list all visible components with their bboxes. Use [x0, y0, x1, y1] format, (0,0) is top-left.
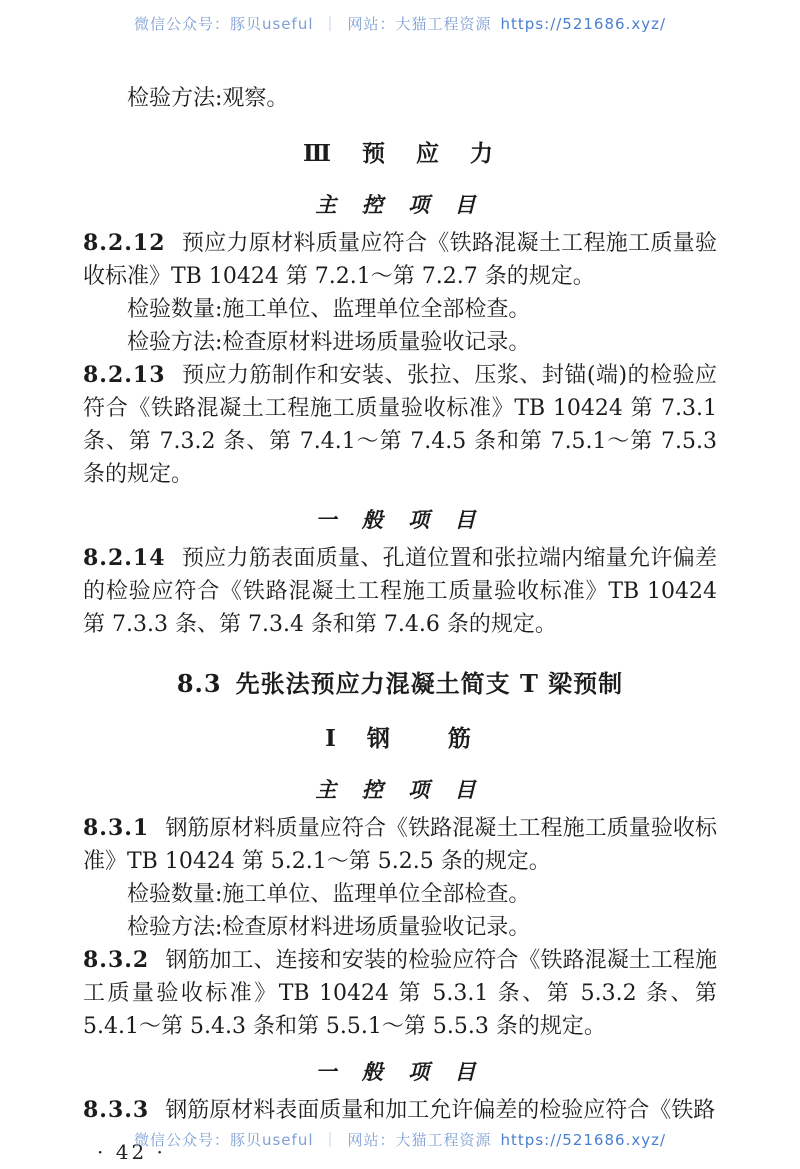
subheading-dominant-items: 主 控 项 目: [315, 777, 485, 802]
heading-rebar: Ⅰ 钢 筋: [325, 725, 475, 752]
clause-text: 预应力筋表面质量、孔道位置和张拉端内缩量允许偏差的检验应符合《铁路混凝土工程施工质量验收标准》TB 10424 第 7.3.3 条、第 7.3.4 条和第 7.4.6 条的规定。: [83, 546, 717, 637]
heading-prestress: Ⅲ 预 应 力: [302, 140, 497, 167]
clause-8-2-14: [83, 542, 717, 641]
clause-text: 预应力筋制作和安装、张拉、压浆、封锚(端)的检验应符合《铁路混凝土工程施工质量验收标准》TB 10424 第 7.3.1 条、第 7.3.2 条、第 7.4.1～第 7.4.5 条和第 7.5.1～第 7.5.3 条的规定。: [83, 363, 717, 487]
clause-8-3-2: [83, 944, 717, 1043]
paragraph-inspection-quantity: 检验数量:施工单位、监理单位全部检查。: [127, 297, 531, 322]
clause-text: 预应力原材料质量应符合《铁路混凝土工程施工质量验收标准》TB 10424 第 7.2.1～第 7.2.7 条的规定。: [83, 231, 717, 289]
clause-number: 8.3.3: [83, 1097, 150, 1123]
clause-text: 钢筋加工、连接和安装的检验应符合《铁路混凝土工程施工质量验收标准》TB 10424 第 5.3.1 条、第 5.3.2 条、第 5.4.1～第 5.4.3 条和第 5.5.1～第 5.5.3 条的规定。: [83, 948, 717, 1039]
website-label: 网站：大猫工程资源: [347, 15, 492, 33]
section-number: 8.3: [176, 669, 222, 698]
website-url: https://521686.xyz/: [500, 1131, 667, 1149]
clause-8-3-3: [83, 1094, 717, 1127]
clause-number: 8.2.12: [83, 230, 166, 256]
subheading-general-items: 一 般 项 目: [315, 507, 485, 532]
paragraph-inspection-method: 检验方法:观察。: [127, 86, 289, 111]
section-title: 先张法预应力混凝土简支 T 梁预制: [235, 669, 624, 698]
page-number: · 42 ·: [97, 1140, 166, 1164]
watermark-separator: ｜: [322, 15, 339, 33]
clause-8-2-12: [83, 227, 717, 293]
section-heading-8-3: [83, 667, 717, 700]
clause-number: 8.2.13: [83, 362, 166, 388]
clause-number: 8.2.14: [83, 545, 166, 571]
clause-8-3-1: [83, 812, 717, 878]
clause-8-2-13: [83, 359, 717, 491]
watermark-footer: [0, 1129, 800, 1150]
paragraph-inspection-method: 检验方法:检查原材料进场质量验收记录。: [127, 330, 531, 355]
clause-number: 8.3.1: [83, 815, 150, 841]
website-label: 网站：大猫工程资源: [347, 1131, 492, 1149]
wechat-account-label: 微信公众号：豚贝useful: [133, 1131, 314, 1149]
subheading-general-items: 一 般 项 目: [315, 1059, 485, 1084]
watermark-separator: ｜: [322, 1131, 339, 1149]
subheading-dominant-items: 主 控 项 目: [315, 192, 485, 217]
clause-text: 钢筋原材料表面质量和加工允许偏差的检验应符合《铁路: [165, 1098, 716, 1123]
wechat-account-label: 微信公众号：豚贝useful: [133, 15, 314, 33]
watermark-header: [0, 13, 800, 34]
clause-number: 8.3.2: [83, 947, 150, 973]
website-url: https://521686.xyz/: [500, 15, 667, 33]
paragraph-inspection-quantity: 检验数量:施工单位、监理单位全部检查。: [127, 882, 531, 907]
paragraph-inspection-method: 检验方法:检查原材料进场质量验收记录。: [127, 915, 531, 940]
clause-text: 钢筋原材料质量应符合《铁路混凝土工程施工质量验收标准》TB 10424 第 5.2.1～第 5.2.5 条的规定。: [83, 816, 717, 874]
